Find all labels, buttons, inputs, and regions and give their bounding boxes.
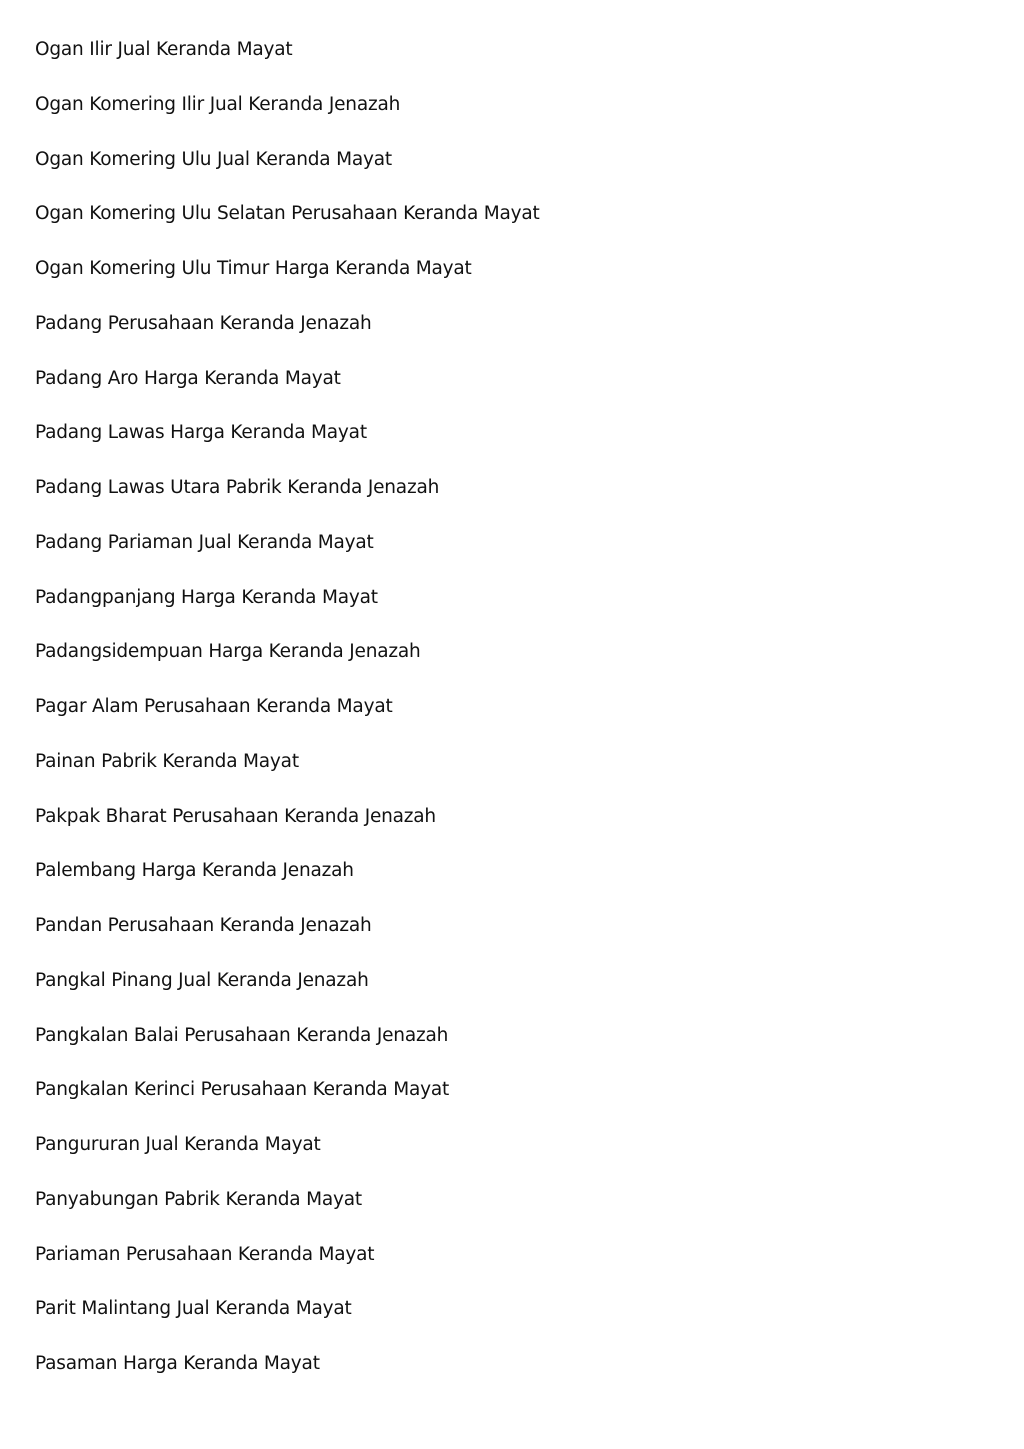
list-item: Padang Aro Harga Keranda Mayat (35, 367, 341, 389)
list-item: Palembang Harga Keranda Jenazah (35, 860, 354, 882)
list-item: Ogan Komering Ilir Jual Keranda Jenazah (35, 93, 401, 115)
list-item: Ogan Ilir Jual Keranda Mayat (35, 39, 293, 60)
list-item: Pangkal Pinang Jual Keranda Jenazah (35, 969, 369, 991)
list-item: Pariaman Perusahaan Keranda Mayat (35, 1243, 375, 1265)
list-item: Ogan Komering Ulu Selatan Perusahaan Keranda Mayat (35, 203, 540, 225)
list-item: Padang Lawas Harga Keranda Mayat (35, 422, 367, 444)
list-item: Ogan Komering Ulu Jual Keranda Mayat (35, 148, 392, 170)
location-list (35, 36, 540, 1405)
list-item: Pakpak Bharat Perusahaan Keranda Jenazah (35, 805, 436, 827)
list-item: Padangsidempuan Harga Keranda Jenazah (35, 641, 421, 663)
list-item: Padangpanjang Harga Keranda Mayat (35, 586, 378, 608)
list-item: Padang Pariaman Jual Keranda Mayat (35, 531, 374, 553)
list-item: Panyabungan Pabrik Keranda Mayat (35, 1188, 362, 1210)
list-item: Pasaman Harga Keranda Mayat (35, 1353, 320, 1374)
list-item: Pagar Alam Perusahaan Keranda Mayat (35, 696, 393, 717)
list-item: Pangururan Jual Keranda Mayat (35, 1134, 321, 1155)
list-item: Ogan Komering Ulu Timur Harga Keranda Mayat (35, 258, 472, 279)
list-item: Painan Pabrik Keranda Mayat (35, 750, 299, 772)
list-item: Pangkalan Balai Perusahaan Keranda Jenazah (35, 1024, 449, 1046)
list-item: Parit Malintang Jual Keranda Mayat (35, 1298, 352, 1320)
list-item: Pandan Perusahaan Keranda Jenazah (35, 915, 372, 936)
list-item: Padang Lawas Utara Pabrik Keranda Jenazah (35, 477, 440, 498)
list-item: Pangkalan Kerinci Perusahaan Keranda Mayat (35, 1079, 450, 1101)
list-item: Padang Perusahaan Keranda Jenazah (35, 312, 372, 334)
